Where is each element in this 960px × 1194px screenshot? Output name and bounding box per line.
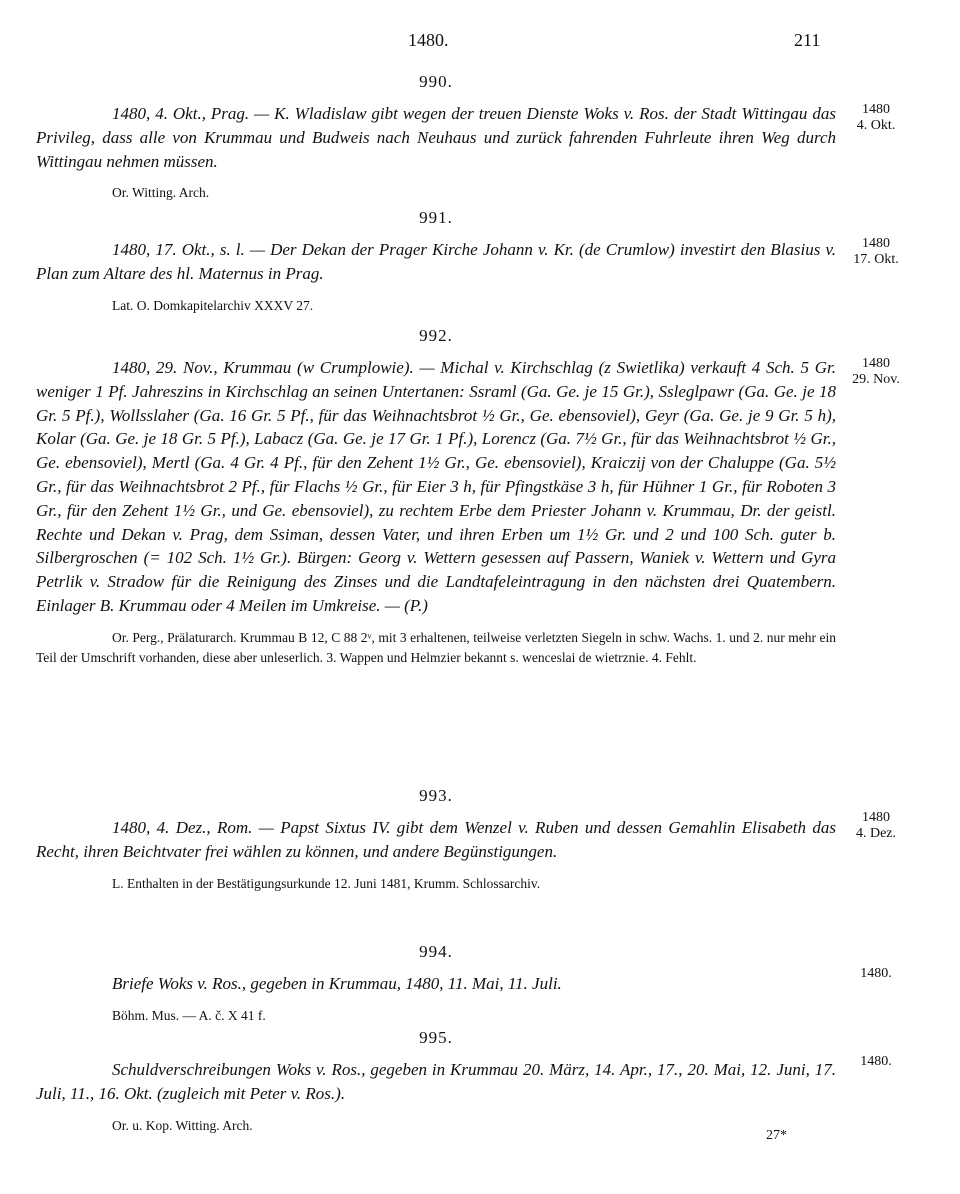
running-head-year: 1480. bbox=[408, 30, 449, 50]
entry-994 bbox=[36, 942, 836, 1026]
entry-990 bbox=[36, 72, 836, 203]
entry-995 bbox=[36, 1028, 836, 1136]
entry-source-note: Böhm. Mus. — A. č. X 41 f. bbox=[112, 1007, 266, 1023]
margin-date-995: 1480. bbox=[860, 1054, 892, 1069]
entry-number: 993. bbox=[419, 786, 453, 805]
page-number: 211 bbox=[794, 30, 821, 50]
entry-number: 990. bbox=[419, 72, 453, 91]
entry-text: 1480, 29. Nov., Krummau (w Crumplowie). — Michal v. Kirchschlag (z Swietlika) verkauft 4 Sch. 5 Gr. weniger 1 Pf. Jahreszins in Kirchschlag an seinen Untertanen: Ssraml (Ga. Ge. je 15 Gr.), Ssleglpawr (Ga. Ge. je 18 Gr. 5 Pf.), Wollsslaher (Ga. 16 Gr. 5 Pf., für das Weihnachtsbrot ½ Gr., Ge. ebensoviel), Geyr (Ga. Ge. je 9 Gr. 5 h), Kolar (Ga. Ge. je 18 Gr. 5 Pf.), Labacz (Ga. Ge. je 17 Gr. 1 Pf.), Lorencz (Ga. 7½ Gr., für das Weihnachtsbrot ½ Gr., Ge. ebensoviel), Mertl (Ga. 4 Gr. 4 Pf., für den Zehent 1½ Gr., Ge. ebensoviel), Kraiczij von der Chaluppe (Ga. 5½ Gr., für das Weihnachtsbrot 2 Pf., für Flachs ½ Gr., für Eier 3 h, für Pfingstkäse 3 h, für Hühner 1 Gr., für Roboten 3 Gr., für den Zehent 1½ Gr., und Ge. ebensoviel), zu rechtem Erbe dem Priester Johann v. Krummau, Dr. der geistl. Rechte und Dekan v. Prag, dem Ssiman, dessen Vater, und ihren Erben um 1½ Gr. und 2 und 100 Sch. guter b. Silbergroschen (= 102 Sch. 1½ Gr.). Bürgen: Georg v. Wettern gesessen auf Passern, Waniek v. Wettern und Gyra Petrlik v. Stradow für die Reinigung des Zinses und die Landtafeleintragung in den nächsten drei Quatembern. Einlager B. Krummau oder 4 Meilen im Umkreise. — (P.) bbox=[36, 358, 836, 615]
entry-text: Schuldverschreibungen Woks v. Ros., gegeben in Krummau 20. März, 14. Apr., 17., 20. Mai, 12. Juni, 17. Juli, 11., 16. Okt. (zugleich mit Peter v. Ros.). bbox=[36, 1060, 836, 1103]
entry-number: 991. bbox=[419, 208, 453, 227]
entry-source-note: Or. u. Kop. Witting. Arch. bbox=[112, 1117, 253, 1133]
entry-text: 1480, 4. Dez., Rom. — Papst Sixtus IV. gibt dem Wenzel v. Ruben und dessen Gemahlin Elisabeth das Recht, ihren Beichtvater frei wählen zu können, und andere Begünstigungen. bbox=[36, 818, 836, 861]
entry-number: 995. bbox=[419, 1028, 453, 1047]
entry-number: 992. bbox=[419, 326, 453, 345]
margin-date-992: 1480 29. Nov. bbox=[852, 356, 900, 387]
margin-date-991: 1480 17. Okt. bbox=[853, 236, 899, 267]
entry-text: Briefe Woks v. Ros., gegeben in Krummau, 1480, 11. Mai, 11. Juli. bbox=[112, 974, 562, 993]
margin-date-990: 1480 4. Okt. bbox=[856, 102, 896, 133]
entry-number: 994. bbox=[419, 942, 453, 961]
entry-991 bbox=[36, 208, 836, 316]
entry-text: 1480, 17. Okt., s. l. — Der Dekan der Prager Kirche Johann v. Kr. (de Crumlow) investirt den Blasius v. Plan zum Altare des hl. Maternus in Prag. bbox=[36, 240, 836, 283]
entry-source-note: Or. Perg., Prälaturarch. Krummau B 12, C 88 2ᵛ, mit 3 erhaltenen, teilweise verletzten Siegeln in schw. Wachs. 1. und 2. nur mehr ein Teil der Umschrift vorhanden, diese aber unleserlich. 3. Wappen und Helmzier bekannt s. wenceslai de wietrznie. 4. Fehlt. bbox=[36, 629, 836, 665]
entry-source-note: Or. Witting. Arch. bbox=[112, 185, 210, 201]
margin-date-993: 1480 4. Dez. bbox=[855, 810, 897, 841]
signature-mark: 27* bbox=[766, 1128, 787, 1143]
entry-992 bbox=[36, 326, 836, 668]
entry-text: 1480, 4. Okt., Prag. — K. Wladislaw gibt wegen der treuen Dienste Woks v. Ros. der Stadt Wittingau das Privileg, dass alle von Krummau und Budweis nach Neuhaus und zurück fahrenden Fuhrleute ihren Weg durch Wittingau nehmen müssen. bbox=[36, 104, 836, 171]
margin-date-994: 1480. bbox=[860, 966, 892, 981]
entry-source-note: Lat. O. Domkapitelarchiv XXXV 27. bbox=[112, 297, 314, 313]
running-head bbox=[0, 30, 960, 56]
entry-993 bbox=[36, 786, 836, 894]
entry-source-note: L. Enthalten in der Bestätigungsurkunde 12. Juni 1481, Krumm. Schlossarchiv. bbox=[112, 875, 541, 891]
